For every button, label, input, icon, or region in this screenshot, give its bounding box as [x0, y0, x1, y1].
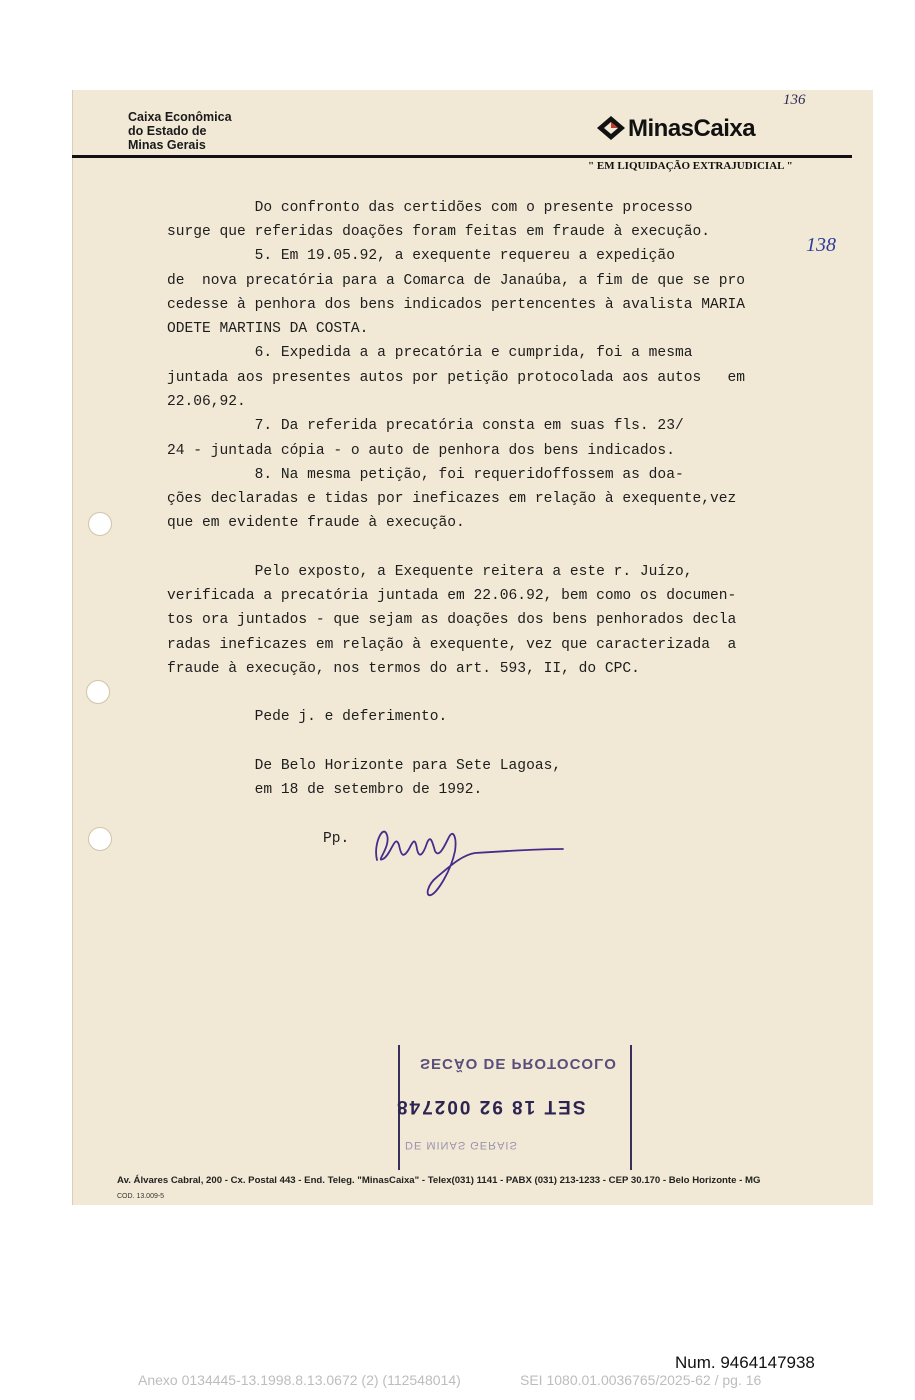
form-code: COD. 13.009-5: [117, 1193, 165, 1200]
annex-reference: Anexo 0134445-13.1998.8.13.0672 (2) (112548014): [138, 1372, 461, 1388]
sei-reference: SEI 1080.01.0036765/2025-62 / pg. 16: [520, 1372, 762, 1388]
bank-name-line: Caixa Econômica: [128, 110, 232, 124]
bank-name-line: do Estado de: [128, 124, 207, 138]
body-line: cedesse à penhora dos bens indicados pertencentes à avalista MARIA: [167, 297, 746, 313]
handwritten-page-number-top: 136: [783, 92, 806, 108]
document-number: Num. 9464147938: [675, 1353, 815, 1372]
body-line: Pede j. e deferimento.: [167, 709, 448, 725]
body-line: 5. Em 19.05.92, a exequente requereu a expedição: [167, 248, 675, 264]
body-line: juntada aos presentes autos por petição protocolada aos autos em: [167, 370, 746, 386]
protocol-stamp-footer: DE MINAS GERAIS: [405, 1139, 518, 1151]
liquidation-status: " EM LIQUIDAÇÃO EXTRAJUDICIAL ": [588, 160, 793, 172]
bank-name-line: Minas Gerais: [128, 138, 206, 152]
body-line: fraude à execução, nos termos do art. 593, II, do CPC.: [167, 661, 640, 677]
punch-hole: [88, 827, 112, 851]
body-line: tos ora juntados - que sejam as doações dos bens penhorados decla: [167, 612, 737, 628]
punch-hole: [86, 680, 110, 704]
signature-prefix: Pp.: [323, 831, 350, 847]
logo-mark-icon: [596, 115, 626, 141]
body-line: 7. Da referida precatória consta em suas fls. 23/: [167, 418, 684, 434]
body-line: em 18 de setembro de 1992.: [167, 782, 483, 798]
logo-text: MinasCaixa: [628, 115, 756, 142]
minascaixa-logo: [596, 115, 755, 149]
body-line: De Belo Horizonte para Sete Lagoas,: [167, 758, 562, 774]
body-line: 24 - juntada cópia - o auto de penhora dos bens indicados.: [167, 443, 675, 459]
body-line: de nova precatória para a Comarca de Janaúba, a fim de que se pro: [167, 273, 746, 289]
body-line: radas ineficazes em relação à exequente, vez que caracterizada a: [167, 637, 737, 653]
header-rule: [72, 155, 852, 158]
handwritten-page-number: 138: [806, 234, 836, 256]
body-line: ODETE MARTINS DA COSTA.: [167, 321, 369, 337]
letter-body: [167, 198, 817, 808]
letterhead-footer-address: Av. Álvares Cabral, 200 - Cx. Postal 443 - End. Teleg. "MinasCaixa" - Telex(031) 1141 - PABX (031) 213-1233 - CEP 30.170 - Belo Horizonte - MG: [117, 1175, 761, 1186]
body-line: 6. Expedida a a precatória e cumprida, foi a mesma: [167, 345, 693, 361]
body-line: ções declaradas e tidas por ineficazes em relação à exequente,vez: [167, 491, 737, 507]
body-line: 8. Na mesma petição, foi requeridoffossem as doa-: [167, 467, 684, 483]
protocol-stamp-title: SECÃO DE PROTOCOLO: [420, 1055, 617, 1072]
protocol-stamp-date: SET 18 92 002748: [395, 1096, 586, 1117]
body-line: que em evidente fraude à execução.: [167, 515, 465, 531]
body-line: 22.06,92.: [167, 394, 246, 410]
punch-hole: [88, 512, 112, 536]
body-line: Pelo exposto, a Exequente reitera a este r. Juízo,: [167, 564, 693, 580]
body-line: verificada a precatória juntada em 22.06.92, bem como os documen-: [167, 588, 737, 604]
body-line: surge que referidas doações foram feitas em fraude à execução.: [167, 224, 710, 240]
handwritten-signature: [365, 815, 570, 900]
bank-name: [128, 110, 308, 152]
body-line: Do confronto das certidões com o presente processo: [167, 200, 693, 216]
